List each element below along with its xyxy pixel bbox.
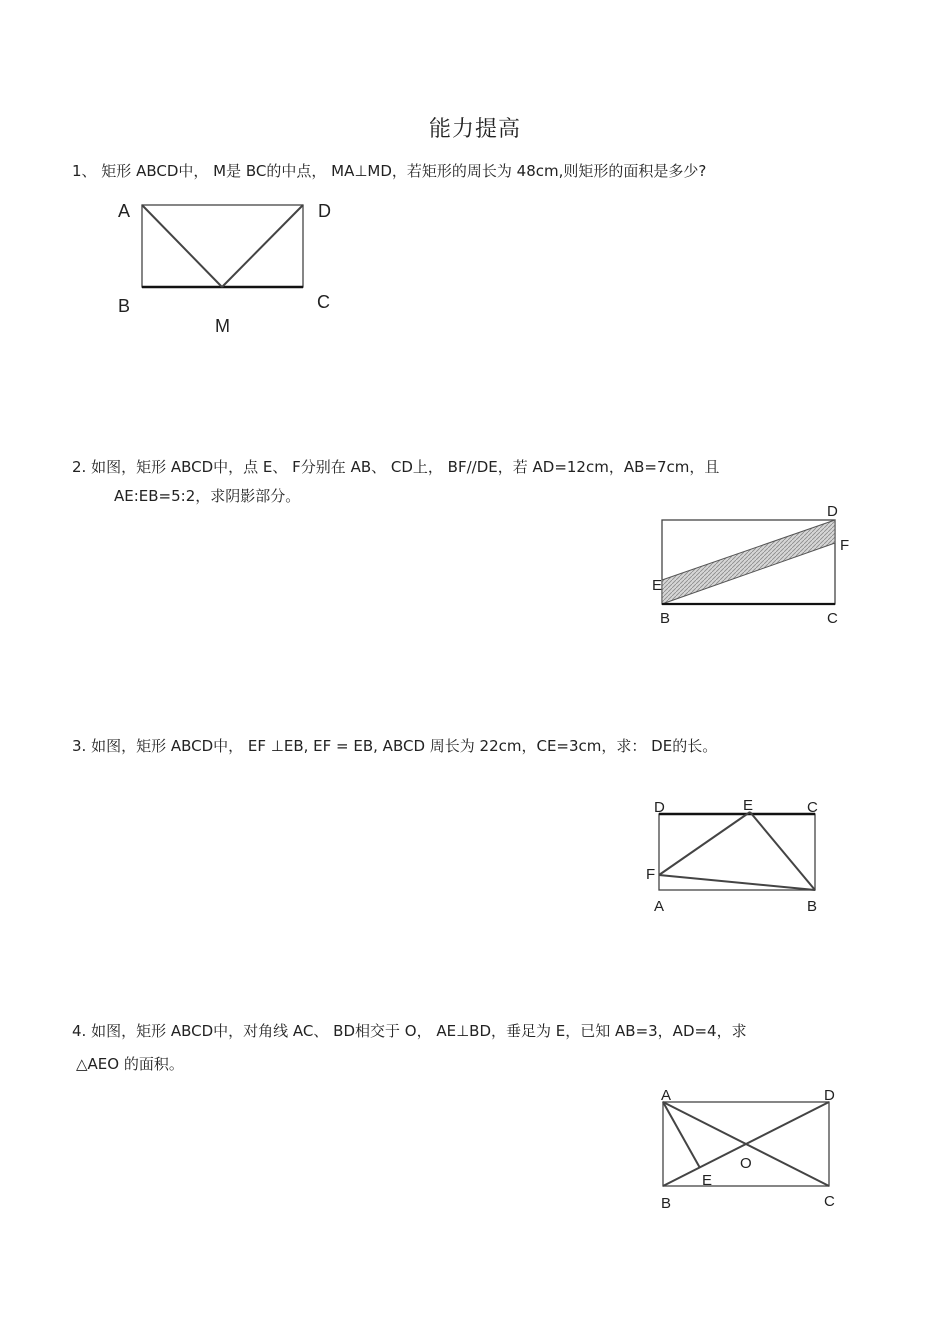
problem-1-figure xyxy=(110,195,350,345)
problem-4-figure xyxy=(645,1082,855,1217)
label-d: D xyxy=(824,1087,835,1104)
label-m: M xyxy=(215,316,230,336)
problem-3-text: 3. 如图，矩形 ABCD中， EF ⊥EB, EF = EB, ABCD 周长为 22cm，CE=3cm，求： DE的长。 xyxy=(72,737,718,755)
label-a: A xyxy=(654,898,665,915)
label-a: A xyxy=(118,201,131,221)
label-d: D xyxy=(827,503,838,520)
label-b: B xyxy=(807,898,818,915)
problem-2-figure xyxy=(640,500,860,630)
shaded-region xyxy=(662,520,835,604)
label-d: D xyxy=(318,201,331,221)
label-c: C xyxy=(317,292,330,312)
page-title: 能力提高 xyxy=(428,117,521,142)
label-e: E xyxy=(743,797,754,814)
problem-4-text-2: △AEO 的面积。 xyxy=(76,1055,184,1073)
segment-ma xyxy=(142,205,222,287)
label-c: C xyxy=(824,1193,835,1210)
problem-1-text: 1、 矩形 ABCD中， M是 BC的中点， MA⊥MD，若矩形的周长为 48cm,则矩形的面积是多少? xyxy=(72,162,707,180)
rect-abcd xyxy=(659,814,815,890)
label-f: F xyxy=(646,866,656,883)
segment-eb xyxy=(750,812,815,890)
label-a: A xyxy=(661,1087,672,1104)
segment-fe xyxy=(659,812,750,875)
label-f: F xyxy=(840,537,850,554)
label-e: E xyxy=(702,1172,713,1189)
label-b: B xyxy=(660,610,671,627)
label-b: B xyxy=(118,296,131,316)
problem-3-figure xyxy=(640,795,840,925)
problem-2-text-2: AE:EB=5:2，求阴影部分。 xyxy=(114,487,301,505)
segment-fb xyxy=(659,875,815,890)
problem-4-text-1: 4. 如图，矩形 ABCD中，对角线 AC、 BD相交于 O， AE⊥BD，垂足为 E，已知 AB=3，AD=4，求 xyxy=(72,1022,747,1040)
problem-2-text-1: 2. 如图，矩形 ABCD中，点 E、 F分别在 AB、 CD上， BF//DE，若 AD=12cm，AB=7cm，且 xyxy=(72,458,720,476)
label-d: D xyxy=(654,799,665,816)
rect-abcd xyxy=(142,205,303,287)
label-c: C xyxy=(827,610,838,627)
label-b: B xyxy=(661,1195,672,1212)
label-o: O xyxy=(740,1155,752,1172)
label-e: E xyxy=(652,577,663,594)
segment-md xyxy=(222,205,303,287)
label-c: C xyxy=(807,799,818,816)
